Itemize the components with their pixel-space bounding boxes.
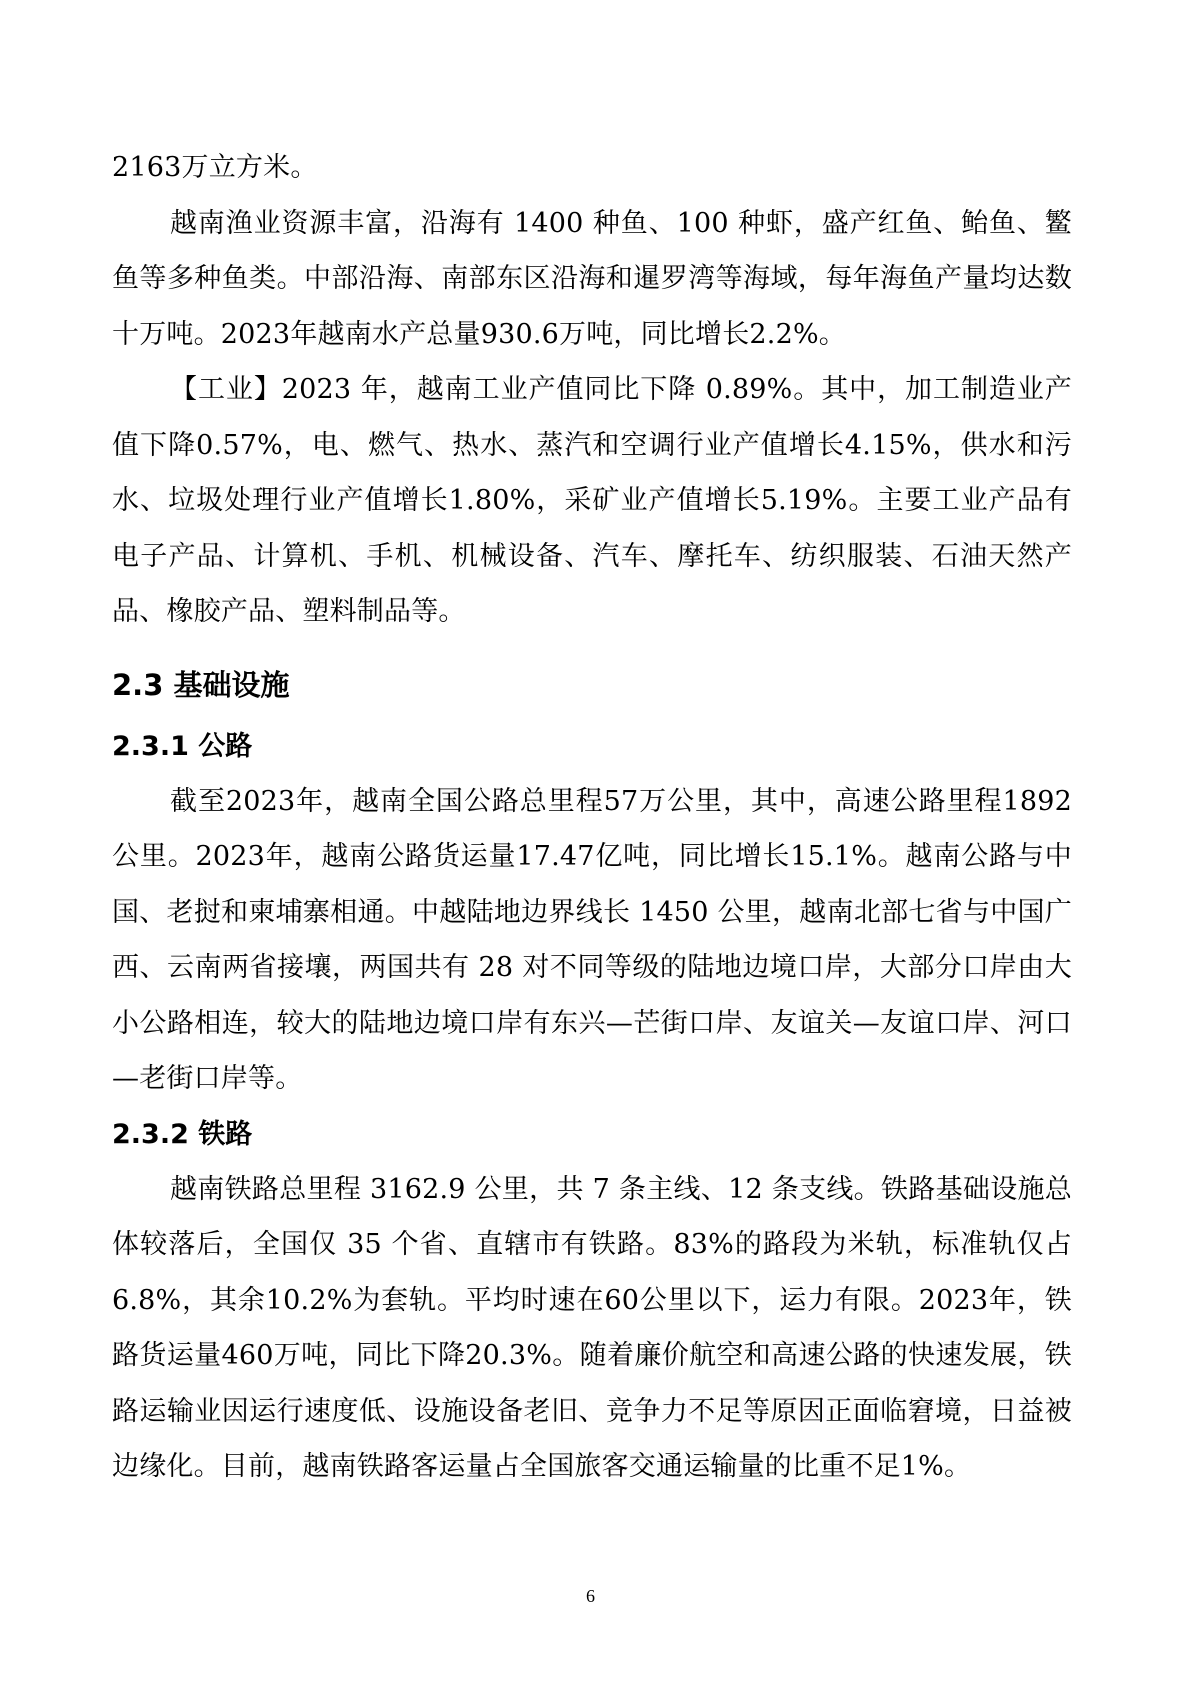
subsection-heading-roads: 2.3.1 公路 [112, 730, 253, 762]
paragraph-continuation: 2163万立方米。 [112, 152, 318, 183]
paragraph-industry: 【工业】2023 年，越南工业产值同比下降 0.89%。其中，加工制造业产值下降0.57%，电、燃气、热水、蒸汽和空调行业产值增长4.15%，供水和污水、垃圾处理行业产值增长1.80%，采矿业产值增长5.19%。主要工业产品有电子产品、计算机、手机、机械设备、汽车、摩托车、纺织服装、石油天然产品、橡胶产品、塑料制品等。 [112, 374, 1072, 627]
page-number: 6 [586, 1586, 595, 1606]
paragraph-roads: 截至2023年，越南全国公路总里程57万公里，其中，高速公路里程1892公里。2023年，越南公路货运量17.47亿吨，同比增长15.1%。越南公路与中国、老挝和柬埔寨相通。中越陆地边界线长 1450 公里，越南北部七省与中国广西、云南两省接壤，两国共有 28 对不同等级的陆地边境口岸，大部分口岸由大小公路相连，较大的陆地边境口岸有东兴—芒街口岸、友谊关—友谊口岸、河口—老街口岸等。 [112, 785, 1072, 1094]
paragraph-railways: 越南铁路总里程 3162.9 公里，共 7 条主线、12 条支线。铁路基础设施总体较落后，全国仅 35 个省、直辖市有铁路。83%的路段为米轨，标准轨仅占6.8%，其余10.2%为套轨。平均时速在60公里以下，运力有限。2023年，铁路货运量460万吨，同比下降20.3%。随着廉价航空和高速公路的快速发展，铁路运输业因运行速度低、设施设备老旧、竞争力不足等原因正面临窘境，日益被边缘化。目前，越南铁路客运量占全国旅客交通运输量的比重不足1%。 [112, 1173, 1072, 1482]
subsection-heading-railways: 2.3.2 铁路 [112, 1118, 253, 1150]
paragraph-fishery: 越南渔业资源丰富，沿海有 1400 种鱼、100 种虾，盛产红鱼、鲐鱼、鳘鱼等多种鱼类。中部沿海、南部东区沿海和暹罗湾等海域，每年海鱼产量均达数十万吨。2023年越南水产总量930.6万吨，同比增长2.2%。 [112, 207, 1072, 350]
page-content [112, 140, 1072, 1495]
section-heading-infrastructure: 2.3 基础设施 [112, 667, 290, 702]
